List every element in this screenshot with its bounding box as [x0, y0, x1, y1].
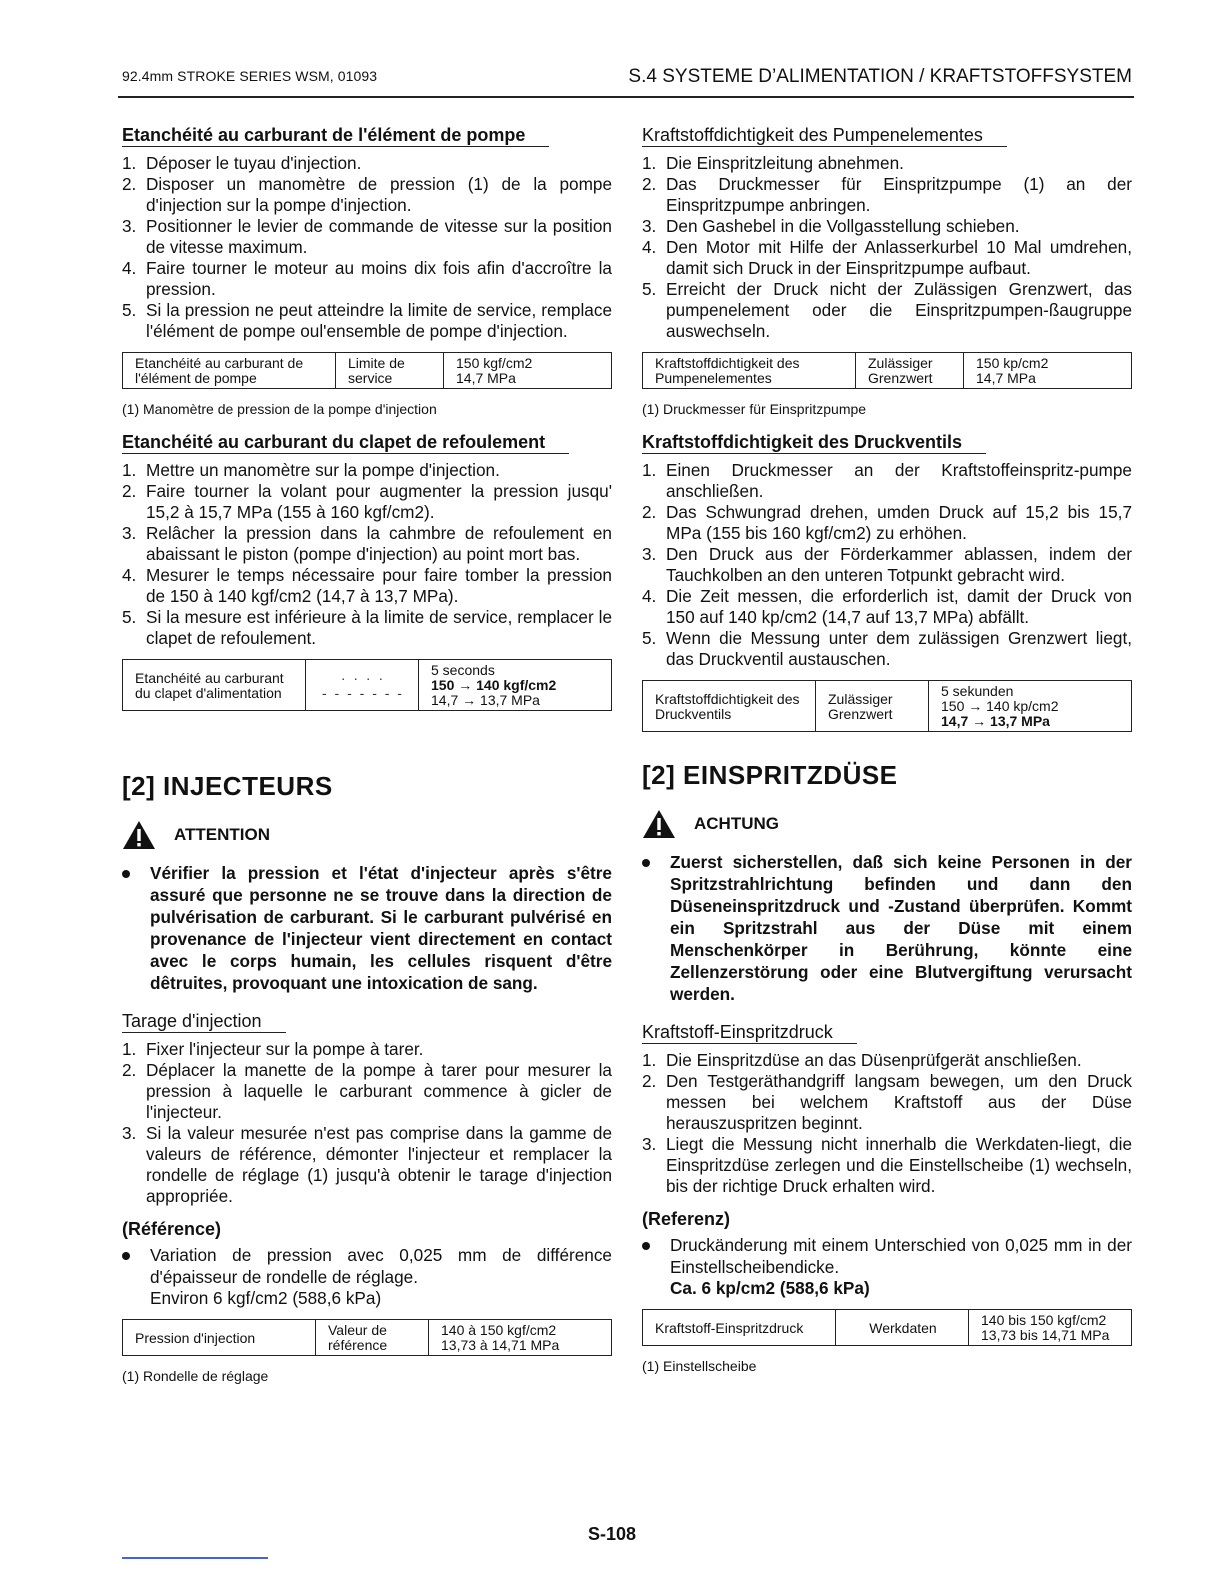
warning-list [642, 851, 1132, 1005]
spec-value: 150 kgf/cm2 14,7 MPa [444, 353, 612, 389]
spec-value: 150 kp/cm2 14,7 MPa [964, 353, 1132, 389]
chapter-title: [2] INJECTEURS [122, 771, 333, 801]
reference-title: (Référence) [122, 1219, 222, 1239]
section-title: Etanchéité au carburant de l'élément de pompe [122, 124, 549, 147]
attention-block [122, 820, 612, 850]
step-list [122, 460, 612, 649]
step: 2. Das Schwungrad drehen, umden Druck auf 15,2 bis 15,7 MPa (155 bis 160 kgf/cm2) zu erhöhen. [642, 502, 1132, 543]
spec-value: 140 à 150 kgf/cm2 13,73 à 14,71 MPa [429, 1320, 612, 1356]
header-series: 92.4mm STROKE SERIES WSM, 01093 [122, 68, 378, 84]
header-section: S.4 SYSTEME D’ALIMENTATION / KRAFTSTOFFSYSTEM [628, 66, 1132, 87]
step: 3. Si la valeur mesurée n'est pas comprise dans la gamme de valeurs de référence, démonter l'injecteur et remplacer la rondelle de réglage (1) jusqu'à obtenir le tarage d'injection appropriée. [122, 1123, 612, 1206]
spec-table [642, 352, 1132, 389]
warning-text: Zuerst sicherstellen, daß sich keine Personen in der Spritzstrahlrichtung befinden und dann den Düseneinspritzdruck und -Zustand überprüfen. Kommt ein Spritzstrahl aus der Düse mit einem Menschenkörper in Berührung, könnte eine Zellenzerstörung oder eine Blutvergiftung verursacht werden. [642, 851, 1132, 1005]
step-list [642, 153, 1132, 342]
section-title: Tarage d'injection [122, 1010, 286, 1033]
figure-caption: (1) Druckmesser für Einspritzpumpe [642, 401, 867, 417]
spec-value: 140 bis 150 kgf/cm2 13,73 bis 14,71 MPa [969, 1310, 1132, 1346]
spec-table [122, 1319, 612, 1356]
step: 3. Den Gashebel in die Vollgasstellung schieben. [642, 216, 1020, 236]
spec-value: 5 sekunden 150 → 140 kp/cm2 14,7 → 13,7 MPa [929, 681, 1132, 732]
step: 3. Den Druck aus der Förderkammer ablassen, indem der Tauchkolben an den unteren Totpunkt gebracht wird. [642, 544, 1132, 585]
step: 3. Relâcher la pression dans la cahmbre de refoulement en abaissant le piston (pompe d'injection) au point mort bas. [122, 523, 612, 564]
step-list [642, 1050, 1132, 1197]
reference-text: Variation de pression avec 0,025 mm de différence d'épaisseur de rondelle de réglage. [122, 1244, 612, 1288]
figure-caption: (1) Manomètre de pression de la pompe d'injection [122, 401, 437, 417]
german-column [642, 124, 1132, 1388]
step: 2. Disposer un manomètre de pression (1) de la pompe d'injection sur la pompe d'injection. [122, 174, 612, 215]
step: 5. Si la mesure est inférieure à la limite de service, remplacer le clapet de refoulement. [122, 607, 612, 648]
header-rule [118, 96, 1134, 98]
spec-type: · · · · - - - - - - - [306, 660, 419, 711]
step: 4. Die Zeit messen, die erforderlich ist, damit der Druck von 150 auf 140 kp/cm2 (14,7 auf 13,7 MPa) abfällt. [642, 586, 1132, 627]
step: 4. Den Motor mit Hilfe der Anlasserkurbel 10 Mal umdrehen, damit sich Druck in der Einspritzpumpe aufbaut. [642, 237, 1132, 278]
step-list [122, 1039, 612, 1207]
spec-type: Zulässiger Grenzwert [856, 353, 964, 389]
reference-value: Environ 6 kgf/cm2 (588,6 kPa) [150, 1288, 382, 1308]
step: 2. Faire tourner la volant pour augmenter la pression jusqu' 15,2 à 15,7 MPa (155 à 160 kgf/cm2). [122, 481, 612, 522]
chapter-title: [2] EINSPRITZDÜSE [642, 760, 898, 790]
step: 1. Die Einspritzleitung abnehmen. [642, 153, 904, 173]
warning-triangle-icon [122, 820, 156, 850]
step: 1. Die Einspritzdüse an das Düsenprüfgerät anschließen. [642, 1050, 1082, 1070]
step: 1. Fixer l'injecteur sur la pompe à tarer. [122, 1039, 424, 1059]
step: 3. Liegt die Messung nicht innerhalb die Werkdaten-liegt, die Einspritzdüse zerlegen und die Einstellscheibe (1) wechseln, bis der richtige Druck erhalten wird. [642, 1134, 1132, 1196]
attention-block [642, 809, 1132, 839]
reference-text: Druckänderung mit einem Unterschied von 0,025 mm in der Einstellscheibendicke. [642, 1234, 1132, 1278]
warning-text: Vérifier la pression et l'état d'injecteur après s'être assuré que personne ne se trouve dans la direction de pulvérisation de carburant. Si le carburant pulvérisé en provenance de l'injecteur vient directement en contact avec le corps humain, les cellules risquent d'être dêtruites, provoquant une intoxication de sang. [122, 862, 612, 994]
step: 1. Einen Druckmesser an der Kraftstoffeinspritz-pumpe anschließen. [642, 460, 1132, 501]
step: 2. Déplacer la manette de la pompe à tarer pour mesurer la pression à laquelle le carburant commence à gicler de l'injecteur. [122, 1060, 612, 1122]
spec-item: Etanchéité au carburant de l'élément de pompe [123, 353, 336, 389]
warning-list [122, 862, 612, 994]
spec-type: Valeur de référence [316, 1320, 429, 1356]
spec-table [122, 352, 612, 389]
step: 5. Wenn die Messung unter dem zulässigen Grenzwert liegt, das Druckventil austauschen. [642, 628, 1132, 669]
step: 5. Si la pression ne peut atteindre la limite de service, remplace l'élément de pompe oul'ensemble de pompe d'injection. [122, 300, 612, 341]
footer-link-rule [122, 1557, 268, 1559]
spec-item: Kraftstoffdichtigkeit des Pumpenelementes [643, 353, 856, 389]
step: 3. Positionner le levier de commande de vitesse sur la position de vitesse maximum. [122, 216, 612, 257]
step: 1. Déposer le tuyau d'injection. [122, 153, 362, 173]
reference-title: (Referenz) [642, 1209, 731, 1229]
step: 5. Erreicht der Druck nicht der Zulässigen Grenzwert, das pumpenelement oder die Einspritzpumpen-ßaugruppe auswechseln. [642, 279, 1132, 341]
reference-list [642, 1234, 1132, 1278]
spec-type: Zulässiger Grenzwert [816, 681, 929, 732]
figure-caption: (1) Einstellscheibe [642, 1358, 757, 1374]
step: 2. Den Testgeräthandgriff langsam bewegen, um den Druck messen bei welchem Kraftstoff aus der Düse herauszuspritzen beginnt. [642, 1071, 1132, 1133]
spec-table [642, 1309, 1132, 1346]
step: 2. Das Druckmesser für Einspritzpumpe (1) an der Einspritzpumpe anbringen. [642, 174, 1132, 215]
spec-item: Kraftstoffdichtigkeit des Druckventils [643, 681, 816, 732]
spec-type: Limite de service [336, 353, 444, 389]
spec-item: Kraftstoff-Einspritzdruck [643, 1310, 836, 1346]
warning-triangle-icon [642, 809, 676, 839]
spec-item: Pression d'injection [123, 1320, 316, 1356]
figure-caption: (1) Rondelle de réglage [122, 1368, 269, 1384]
reference-value: Ca. 6 kp/cm2 (588,6 kPa) [670, 1278, 870, 1298]
section-title: Etanchéité au carburant du clapet de refoulement [122, 431, 569, 454]
page-number: S-108 [587, 1524, 637, 1544]
french-column [122, 124, 612, 1398]
spec-table [122, 659, 612, 711]
section-title: Kraftstoff-Einspritzdruck [642, 1021, 857, 1044]
step: 4. Faire tourner le moteur au moins dix fois afin d'accroître la pression. [122, 258, 612, 299]
step-list [122, 153, 612, 342]
step: 1. Mettre un manomètre sur la pompe d'injection. [122, 460, 500, 480]
attention-label: ATTENTION [174, 825, 271, 844]
spec-type: Werkdaten [836, 1310, 969, 1346]
section-title: Kraftstoffdichtigkeit des Pumpenelementes [642, 124, 1007, 147]
step-list [642, 460, 1132, 670]
reference-list [122, 1244, 612, 1288]
attention-label: ACHTUNG [694, 814, 779, 833]
spec-value: 5 seconds 150 → 140 kgf/cm2 14,7 → 13,7 MPa [419, 660, 612, 711]
section-title: Kraftstoffdichtigkeit des Druckventils [642, 431, 986, 454]
spec-item: Etanchéité au carburant du clapet d'alimentation [123, 660, 306, 711]
spec-table [642, 680, 1132, 732]
step: 4. Mesurer le temps nécessaire pour faire tomber la pression de 150 à 140 kgf/cm2 (14,7 à 13,7 MPa). [122, 565, 612, 606]
